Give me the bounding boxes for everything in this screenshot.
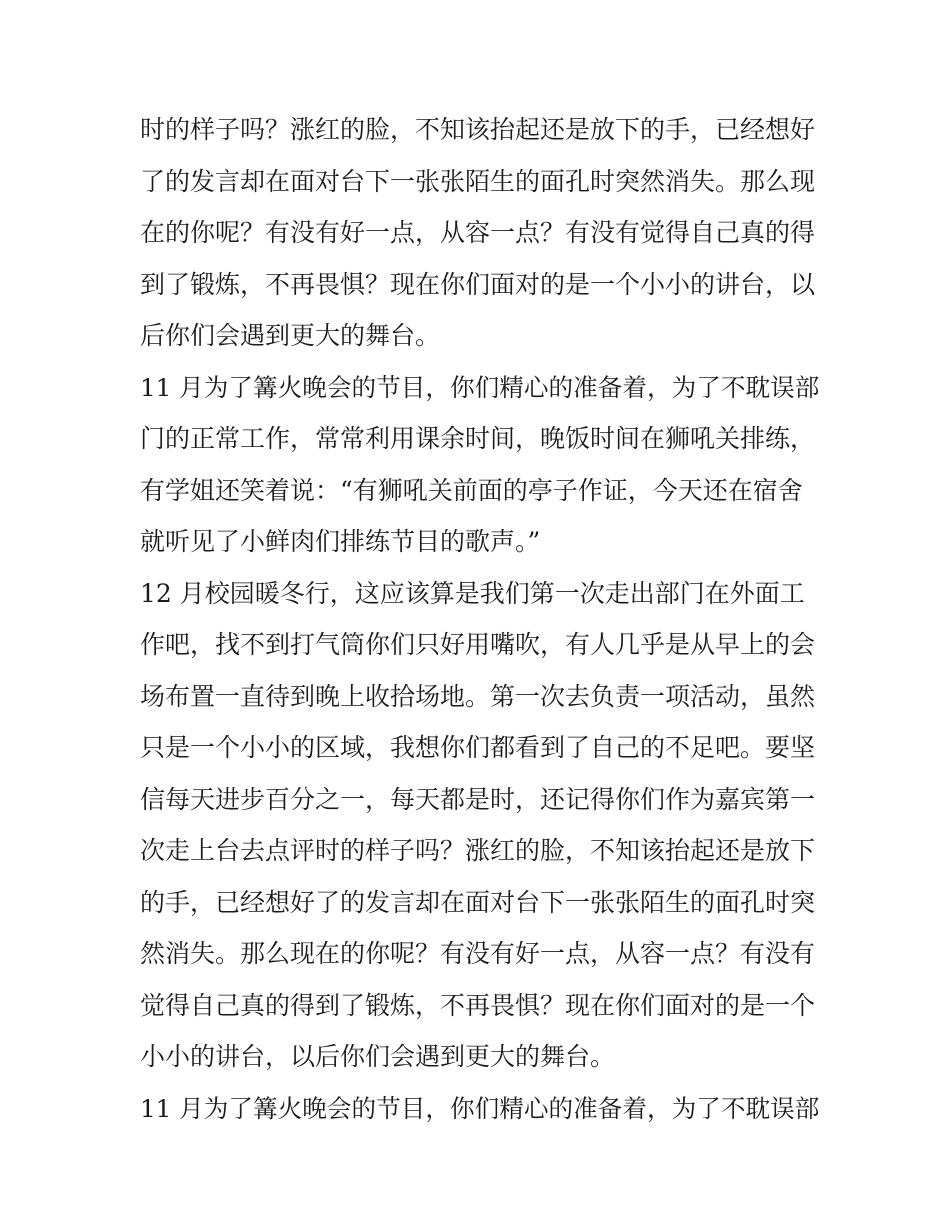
text-line: 到了锻炼，不再畏惧？现在你们面对的是一个小小的讲台，以 (140, 269, 816, 299)
text-line: 时的样子吗？涨红的脸，不知该抬起还是放下的手，已经想好 (140, 115, 816, 144)
text-line: 在的你呢？有没有好一点，从容一点？有没有觉得自己真的得 (140, 218, 816, 247)
text-line: 就听见了小鲜肉们排练节目的歌声。” (140, 527, 541, 556)
text-line: 只是一个小小的区域，我想你们都看到了自己的不足吧。要坚 (140, 733, 816, 762)
text-line: 信每天进步百分之一，每天都是时，还记得你们作为嘉宾第一 (140, 784, 816, 814)
text-line: 门的正常工作，常常利用课余时间，晚饭时间在狮吼关排练， (140, 424, 816, 453)
text-line: 有学姐还笑着说：“有狮吼关前面的亭子作证，今天还在宿舍 (140, 475, 803, 505)
text-line: 次走上台去点评时的样子吗？涨红的脸，不知该抬起还是放下 (140, 836, 816, 865)
text-line: 场布置一直待到晚上收拾场地。第一次去负责一项活动，虽然 (140, 681, 816, 711)
text-line: 觉得自己真的得到了锻炼，不再畏惧？现在你们面对的是一个 (140, 990, 816, 1020)
text-line: 11 月为了篝火晚会的节目，你们精心的准备着，为了不耽误部 (140, 1093, 820, 1123)
text-line: 了的发言却在面对台下一张张陌生的面孔时突然消失。那么现 (140, 166, 816, 196)
text-line: 小小的讲台，以后你们会遇到更大的舞台。 (140, 1042, 616, 1071)
text-line: 作吧，找不到打气筒你们只好用嘴吹，有人几乎是从早上的会 (140, 630, 816, 659)
body-text (140, 104, 820, 1134)
text-line: 12 月校园暖冬行，这应该算是我们第一次走出部门在外面工 (140, 578, 805, 608)
text-line: 后你们会遇到更大的舞台。 (140, 321, 441, 350)
text-line: 的手，已经想好了的发言却在面对台下一张张陌生的面孔时突 (140, 887, 816, 917)
text-line: 11 月为了篝火晚会的节目，你们精心的准备着，为了不耽误部 (140, 372, 820, 402)
text-line: 然消失。那么现在的你呢？有没有好一点，从容一点？有没有 (140, 939, 816, 968)
